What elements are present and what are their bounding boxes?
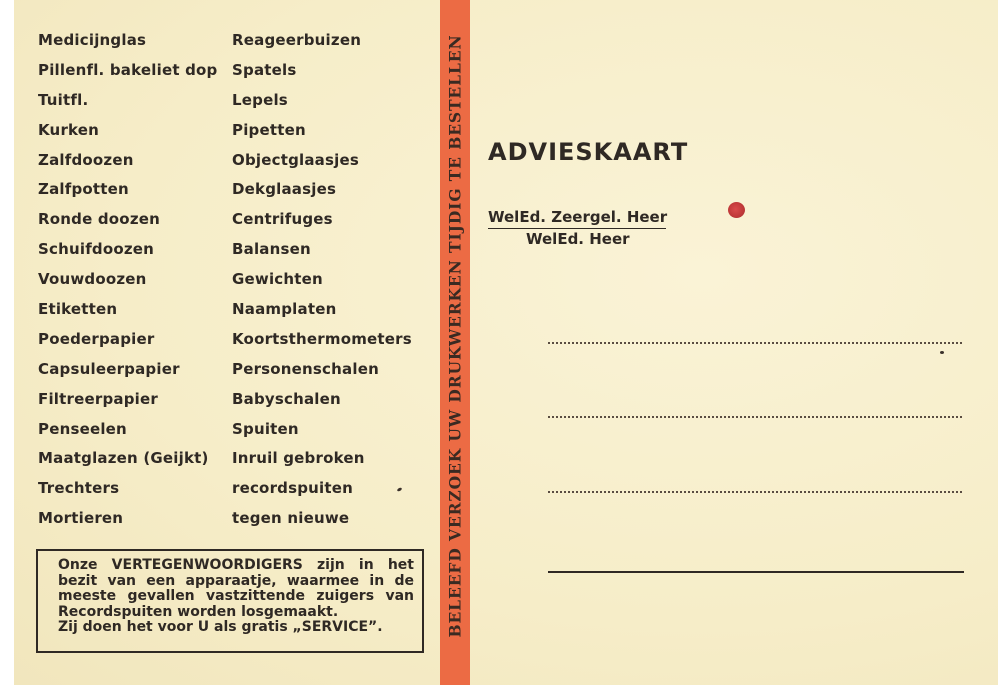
list-item: Etiketten	[38, 300, 118, 319]
list-item: Centrifuges	[232, 210, 333, 229]
service-notice-box	[36, 549, 424, 653]
list-item: Babyschalen	[232, 389, 341, 408]
list-item: Personenschalen	[232, 359, 379, 378]
list-item: Tuitfl.	[38, 90, 89, 109]
list-item: Vouwdoozen	[38, 270, 147, 289]
item-list-left	[38, 28, 218, 536]
list-item: Spuiten	[232, 419, 299, 438]
address-line-3	[548, 491, 962, 493]
salutation-secondary: WelEd. Heer	[526, 230, 630, 248]
list-item: Pipetten	[232, 120, 306, 139]
notice-line: bezit van een apparaatje, waarmee in de	[58, 572, 414, 589]
list-item: Mortieren	[38, 509, 124, 528]
notice-line: Onze VERTEGENWOORDIGERS zijn in het	[58, 557, 414, 573]
list-item: Penseelen	[38, 419, 127, 438]
notice-line: Zij doen het voor U als gratis „SERVICE”.	[58, 619, 383, 635]
list-item: tegen nieuwe	[232, 509, 350, 528]
item-list-right	[232, 28, 412, 536]
list-item: Naamplaten	[232, 300, 337, 319]
list-item: Schuifdoozen	[38, 240, 155, 259]
list-item: Capsuleerpapier	[38, 359, 180, 378]
list-item: Trechters	[38, 479, 120, 498]
list-item: Maatglazen (Geijkt)	[38, 449, 209, 468]
list-item: Medicijnglas	[38, 31, 147, 49]
list-item: Spatels	[232, 60, 297, 79]
list-item: Ronde doozen	[38, 210, 160, 229]
list-item: Lepels	[232, 90, 288, 109]
list-item: Dekglaasjes	[232, 180, 337, 199]
notice-line: meeste gevallen vastzittende zuigers van	[58, 588, 414, 604]
address-line-2	[548, 416, 962, 418]
list-item: Zalfdoozen	[38, 150, 134, 169]
list-item: recordspuiten	[232, 479, 354, 498]
list-item: Poederpapier	[38, 329, 155, 348]
list-item: Zalfpotten	[38, 180, 129, 199]
list-item: Balansen	[232, 240, 311, 259]
card-title: ADVIESKAART	[488, 138, 689, 166]
list-item: Filtreerpapier	[38, 389, 158, 408]
scan-edge	[0, 0, 14, 685]
stripe-slogan: BELEEFD VERZOEK UW DRUKWERKEN TIJDIG TE BESTELLEN	[445, 34, 465, 638]
list-item: Objectglaasjes	[232, 150, 359, 169]
notice-line: Recordspuiten worden losgemaakt.	[58, 603, 339, 620]
list-item: Gewichten	[232, 270, 323, 289]
list-item: Inruil gebroken	[232, 449, 365, 468]
list-item: Pillenfl. bakeliet dop	[38, 60, 218, 79]
ink-speck	[940, 351, 944, 354]
list-item: Koortsthermometers	[232, 329, 412, 348]
salutation-primary: WelEd. Zeergel. Heer	[488, 208, 666, 229]
list-item: Reageerbuizen	[232, 31, 362, 49]
address-line-4	[548, 571, 964, 573]
red-stain	[728, 202, 745, 218]
address-line-1	[548, 342, 962, 344]
list-item: Kurken	[38, 120, 100, 139]
